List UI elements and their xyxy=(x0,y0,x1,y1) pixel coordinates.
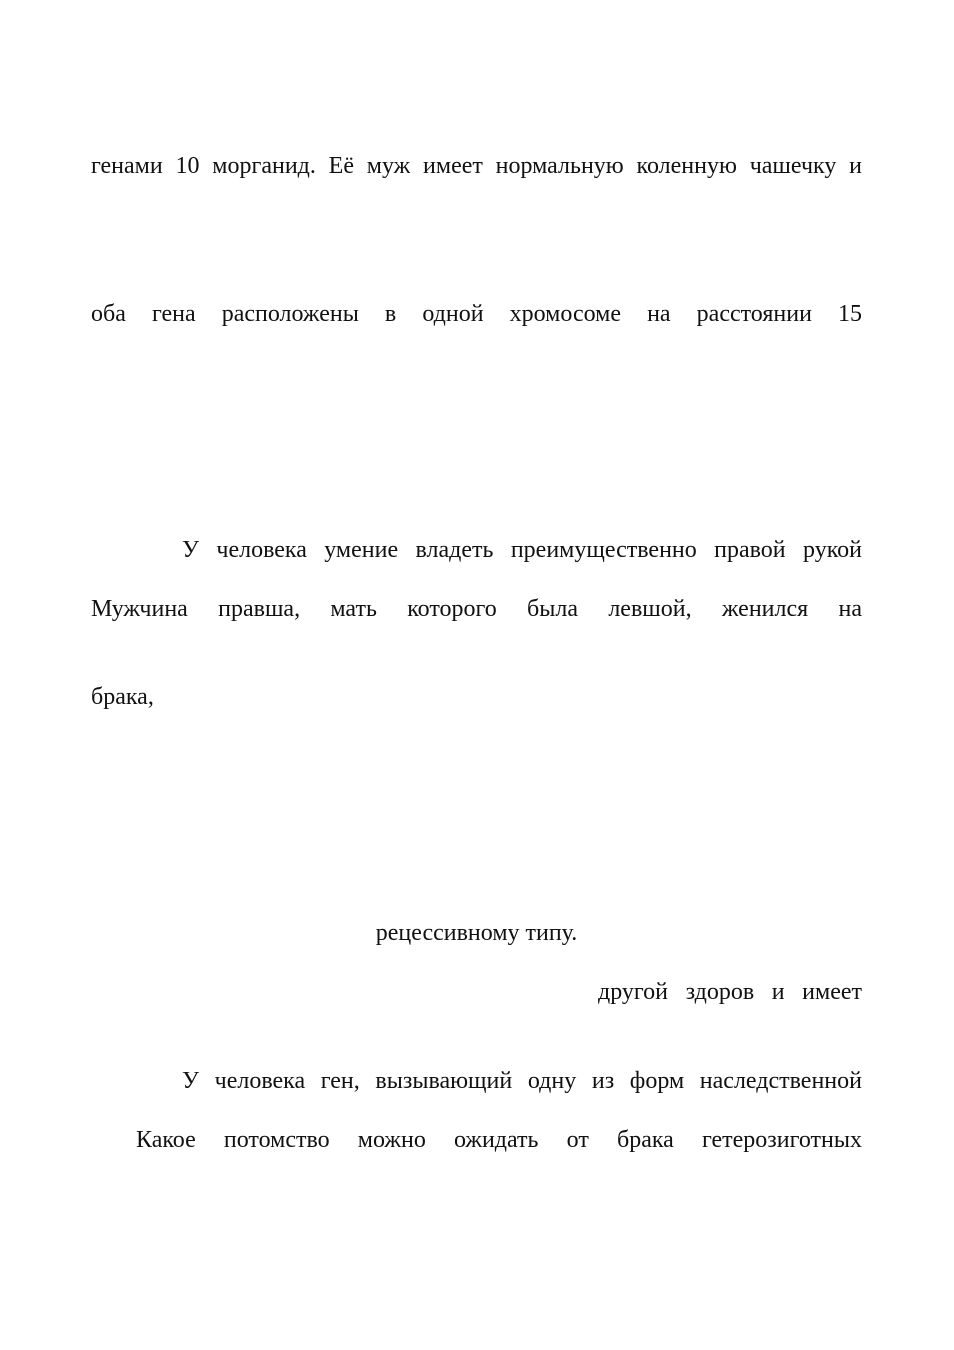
text-line: У человека умение владеть преимущественно правой рукой xyxy=(182,537,862,563)
text-line: генами 10 морганид. Её муж имеет нормальную коленную чашечку и xyxy=(91,153,862,179)
text-line: У человека ген, вызывающий одну из форм наследственной xyxy=(182,1068,862,1094)
text-line: рецессивному типу. xyxy=(375,920,578,946)
text-line: брака, xyxy=(91,684,154,710)
text-line: Какое потомство можно ожидать от брака гетерозиготных xyxy=(136,1127,862,1153)
text-line: другой здоров и имеет xyxy=(598,979,862,1005)
text-line: оба гена расположены в одной хромосоме на расстоянии 15 xyxy=(91,301,862,327)
text-line: Мужчина правша, мать которого была левшой, женился на xyxy=(91,596,862,622)
